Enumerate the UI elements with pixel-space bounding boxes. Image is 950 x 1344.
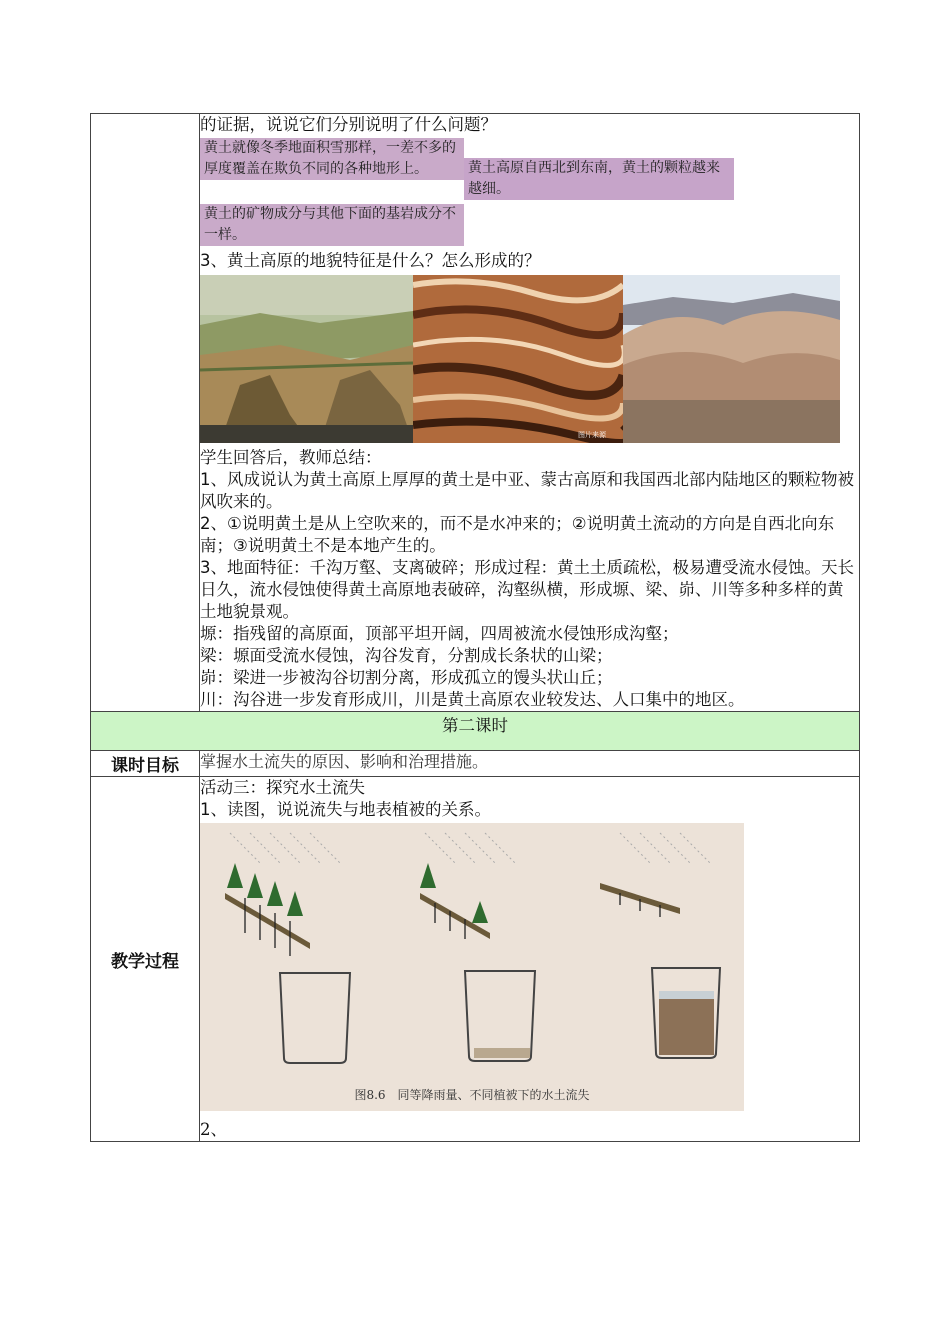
answer-3: 3、地面特征：千沟万壑、支离破碎；形成过程：黄土土质疏松，极易遭受流水侵蚀。天长日久，流水侵蚀使得黄土高原地表破碎，沟壑纵横，形成塬、梁、峁、川等多种多样的黄土地貌景观。 bbox=[200, 558, 854, 621]
landform-yuan: 塬：指残留的高原面，顶部平坦开阔，四周被流水侵蚀形成沟壑； bbox=[200, 624, 679, 643]
process-content-cell bbox=[200, 777, 860, 1142]
loess-terrace-photo bbox=[413, 275, 623, 443]
question-2-tail: 的证据，说说它们分别说明了什么问题？ bbox=[200, 115, 497, 134]
evidence-note-2: 黄土高原自西北到东南，黄土的颗粒越来越细。 bbox=[464, 158, 734, 200]
activity-title: 活动三：探究水土流失 bbox=[200, 778, 365, 797]
section-title: 第二课时 bbox=[91, 712, 860, 751]
landform-chuan: 川：沟谷进一步发育形成川，川是黄土高原农业较发达、人口集中的地区。 bbox=[200, 690, 745, 709]
activity-content-cell bbox=[200, 114, 860, 712]
landform-liang: 梁：塬面受流水侵蚀，沟谷发育，分割成长条状的山梁； bbox=[200, 646, 613, 665]
process-question-1: 1、读图，说说流失与地表植被的关系。 bbox=[200, 800, 491, 819]
evidence-note-3: 黄土的矿物成分与其他下面的基岩成分不一样。 bbox=[200, 204, 464, 246]
loess-painting-photo bbox=[200, 275, 413, 443]
process-label: 教学过程 bbox=[91, 777, 200, 1142]
question-3: 3、黄土高原的地貌特征是什么？怎么形成的？ bbox=[200, 251, 541, 270]
left-empty-cell bbox=[91, 114, 200, 712]
photo-watermark: 图片来源 bbox=[578, 431, 606, 439]
goal-text: 掌握水土流失的原因、影响和治理措施。 bbox=[200, 751, 860, 777]
soil-erosion-figure bbox=[200, 823, 744, 1111]
answer-1: 1、风成说认为黄土高原上厚厚的黄土是中亚、蒙古高原和我国西北部内陆地区的颗粒物被风吹来的。 bbox=[200, 470, 854, 511]
evidence-note-1: 黄土就像冬季地面积雪那样，一差不多的厚度覆盖在欺负不同的各种地形上。 bbox=[200, 138, 464, 180]
lesson-table bbox=[90, 113, 860, 1142]
loess-photos bbox=[200, 275, 840, 443]
process-question-2: 2、 bbox=[200, 1120, 227, 1139]
evidence-notes bbox=[200, 136, 859, 250]
figure-caption: 图8.6 同等降雨量、不同植被下的水土流失 bbox=[354, 1088, 590, 1102]
loess-hills-photo bbox=[623, 275, 840, 443]
landform-mao: 峁：梁进一步被沟谷切割分离，形成孤立的馒头状山丘； bbox=[200, 668, 613, 687]
goal-label: 课时目标 bbox=[91, 751, 200, 777]
answer-2: 2、①说明黄土是从上空吹来的，而不是水冲来的；②说明黄土流动的方向是自西北向东南；③说明黄土不是本地产生的。 bbox=[200, 514, 835, 555]
summary-intro: 学生回答后，教师总结： bbox=[200, 448, 382, 467]
